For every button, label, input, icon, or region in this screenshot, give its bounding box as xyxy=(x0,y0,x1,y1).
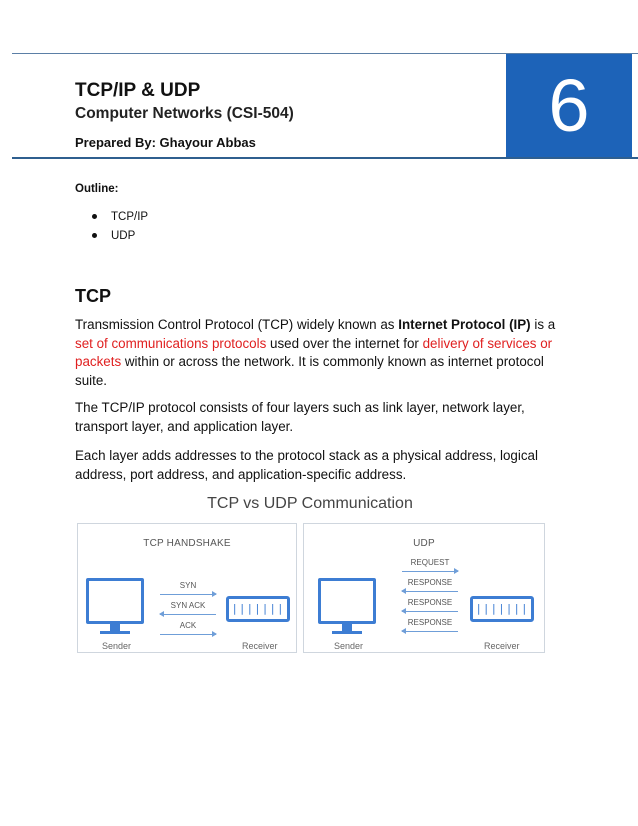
arrow-label: SYN xyxy=(179,581,197,590)
highlight-text: delivery of services or packets xyxy=(75,335,553,369)
monitor-stand xyxy=(342,621,352,631)
paragraph-addresses: Each layer adds addresses to the protocol stack as a physical address, logical address, port address, and application-specific address. xyxy=(75,448,538,482)
tcp-handshake-panel xyxy=(77,523,297,653)
receiver-label: Receiver xyxy=(242,641,278,651)
paragraph-tcp-intro: Transmission Control Protocol (TCP) widely known as Internet Protocol (IP) is a set of communications protocols used over the internet for delivery of services or packets within or across the network. It is commonly known as internet protocol suite. xyxy=(75,317,556,388)
arrow-label: SYN ACK xyxy=(170,601,206,610)
arrow-label: ACK xyxy=(179,621,197,630)
diagram-title: TCP vs UDP Communication xyxy=(207,495,413,512)
panel-title: UDP xyxy=(413,538,435,549)
author-line: Prepared By: Ghayour Abbas xyxy=(75,135,256,150)
monitor-base xyxy=(332,631,362,634)
section-heading-tcp: TCP xyxy=(75,286,111,306)
arrow-left-icon xyxy=(402,611,458,612)
arrow-label: RESPONSE xyxy=(407,598,453,607)
receiver-device-icon: ||||||| xyxy=(470,596,534,622)
sender-monitor-icon xyxy=(86,578,144,624)
bullet-icon xyxy=(92,214,97,219)
arrow-label: REQUEST xyxy=(410,558,450,567)
header-bottom-rule xyxy=(12,157,638,159)
arrow-left-icon xyxy=(160,614,216,615)
tcp-vs-udp-diagram xyxy=(75,493,545,659)
sender-label: Sender xyxy=(334,641,364,651)
arrow-left-icon xyxy=(402,591,458,592)
arrow-label: RESPONSE xyxy=(407,578,453,587)
panel-title: TCP HANDSHAKE xyxy=(143,538,231,549)
sender-monitor-icon xyxy=(318,578,376,624)
monitor-base xyxy=(100,631,130,634)
arrow-left-icon xyxy=(402,631,458,632)
sender-label: Sender xyxy=(102,641,132,651)
outline-list xyxy=(92,207,148,245)
outline-item: TCP/IP xyxy=(92,207,148,226)
bullet-icon xyxy=(92,233,97,238)
paragraph-layers: The TCP/IP protocol consists of four layers such as link layer, network layer, transport layer, and application layer. xyxy=(75,400,525,434)
arrow-right-icon xyxy=(160,594,216,595)
course-subtitle: Computer Networks (CSI-504) xyxy=(75,105,294,122)
outline-item: UDP xyxy=(92,226,148,245)
arrow-right-icon xyxy=(402,571,458,572)
receiver-label: Receiver xyxy=(484,641,520,651)
arrow-label: RESPONSE xyxy=(407,618,453,627)
chapter-number-badge: 6 xyxy=(506,54,632,157)
highlight-text: set of communications protocols xyxy=(75,335,267,351)
receiver-device-icon: ||||||| xyxy=(226,596,290,622)
outline-label: Outline: xyxy=(75,183,119,195)
monitor-stand xyxy=(110,621,120,631)
arrow-right-icon xyxy=(160,634,216,635)
document-title: TCP/IP & UDP xyxy=(75,80,201,101)
udp-panel xyxy=(303,523,545,653)
